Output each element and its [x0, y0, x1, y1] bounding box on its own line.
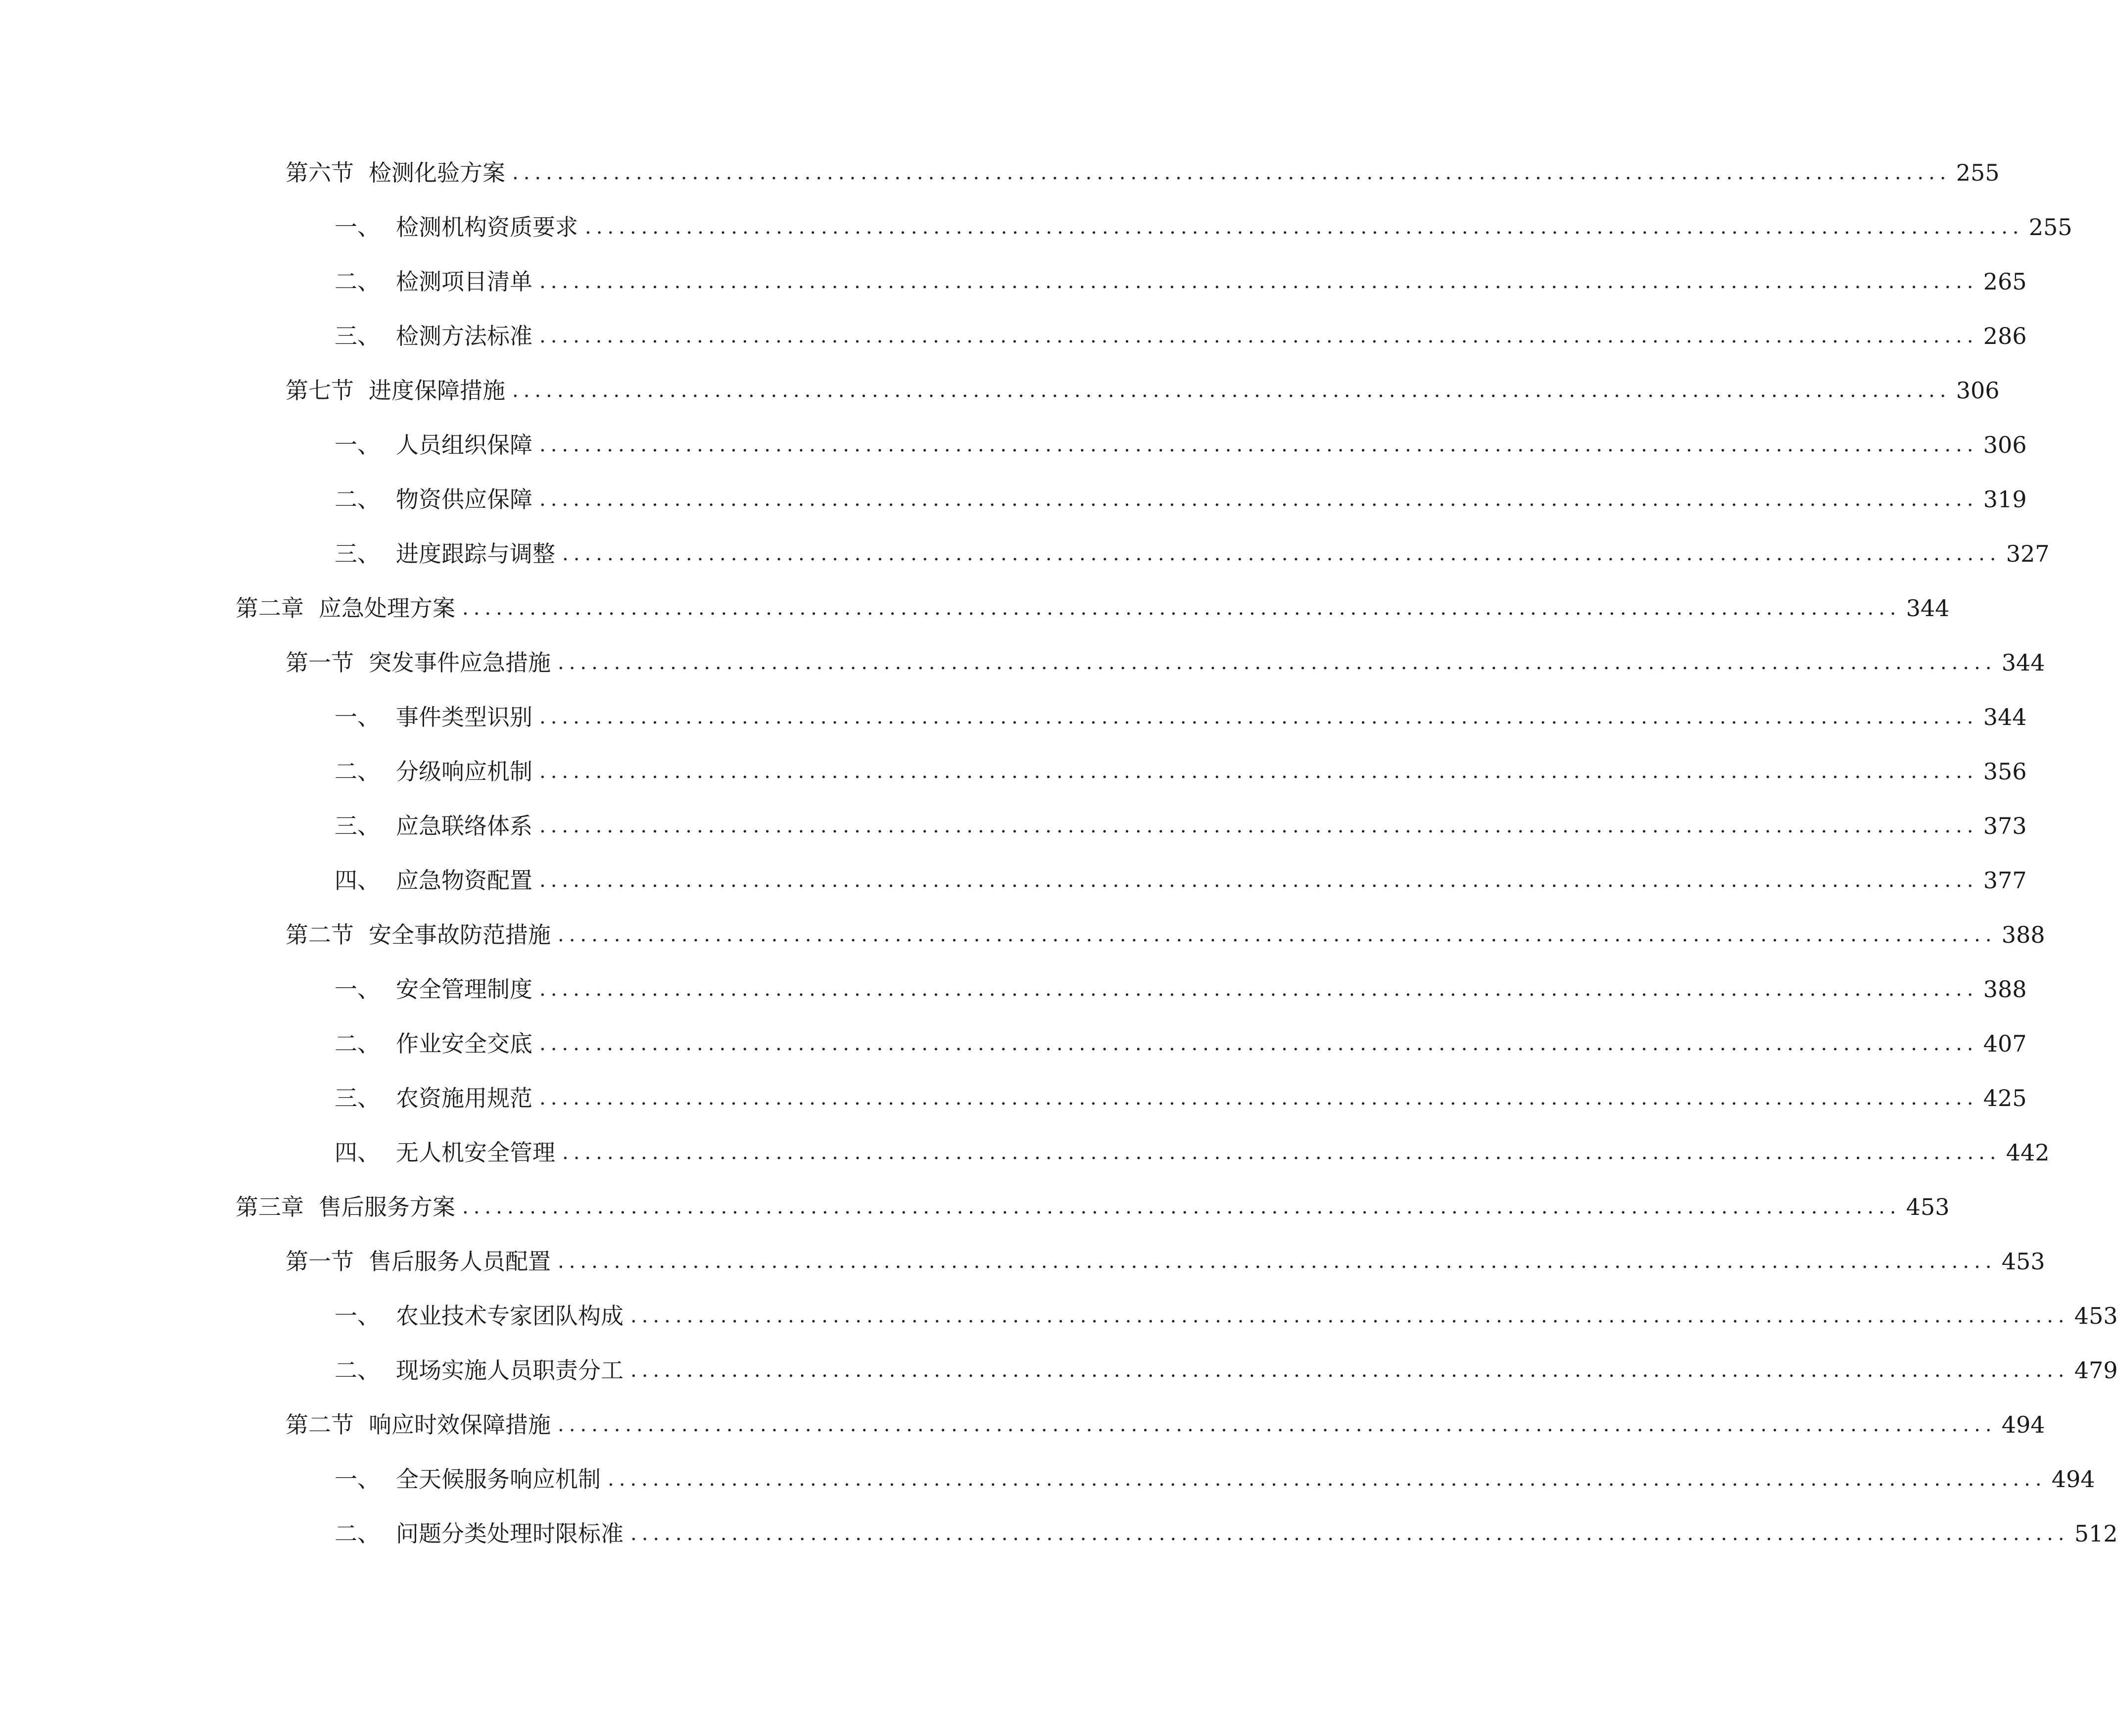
toc-dot-leader: ................................................................................................................................	[462, 597, 1901, 620]
toc-entry[interactable]	[0, 908, 2045, 962]
toc-entry-page-number: 265	[1983, 268, 2027, 295]
toc-entry-page-number: 442	[2006, 1139, 2050, 1166]
toc-entry-number: 二、	[335, 268, 380, 295]
toc-entry-label	[286, 158, 505, 188]
toc-entry-page-number: 286	[1983, 323, 2027, 349]
toc-entry-title: 全天候服务响应机制	[396, 1466, 601, 1493]
toc-entry-number: 一、	[335, 214, 380, 241]
toc-entry-page-number: 453	[2074, 1302, 2118, 1329]
toc-dot-leader: ................................................................................................................................	[562, 542, 2001, 565]
toc-entry-title: 安全事故防范措施	[369, 921, 551, 948]
toc-entry-page-number: 255	[1956, 159, 2000, 186]
toc-entry-page-number: 494	[2001, 1411, 2045, 1438]
toc-entry-page-number: 344	[2001, 649, 2045, 676]
toc-entry-label	[236, 1192, 455, 1222]
toc-entry[interactable]	[0, 962, 2027, 1016]
toc-entry[interactable]	[0, 418, 2027, 472]
toc-entry-label	[335, 1464, 601, 1494]
toc-entry-title: 售后服务方案	[319, 1194, 455, 1220]
toc-entry-number: 第三章	[236, 1194, 304, 1220]
toc-entry-title: 进度跟踪与调整	[396, 540, 555, 567]
toc-entry-label	[335, 1029, 532, 1059]
toc-dot-leader: ................................................................................................................................	[539, 488, 1978, 511]
toc-entry-title: 检测项目清单	[396, 268, 532, 295]
toc-entry-label	[286, 1410, 551, 1440]
toc-entry[interactable]	[0, 254, 2027, 309]
toc-entry[interactable]	[0, 1452, 2095, 1506]
toc-entry[interactable]	[0, 635, 2045, 690]
toc-entry-number: 二、	[335, 1030, 380, 1057]
toc-entry-page-number: 306	[1983, 432, 2027, 458]
toc-entry[interactable]	[0, 200, 2072, 254]
toc-entry[interactable]	[0, 1125, 2050, 1180]
toc-dot-leader: ................................................................................................................................	[512, 379, 1951, 402]
toc-entry-label	[335, 321, 532, 351]
toc-entry[interactable]	[0, 309, 2027, 363]
toc-entry[interactable]	[0, 472, 2027, 527]
toc-entry-page-number: 344	[1906, 595, 1950, 622]
toc-dot-leader: ................................................................................................................................	[558, 1413, 1997, 1436]
toc-dot-leader: ................................................................................................................................	[539, 815, 1978, 837]
toc-entry-number: 二、	[335, 758, 380, 785]
toc-entry[interactable]	[0, 1016, 2027, 1071]
toc-entry-number: 一、	[335, 1302, 380, 1329]
toc-dot-leader: ................................................................................................................................	[630, 1359, 2070, 1382]
toc-entry-title: 应急联络体系	[396, 813, 532, 839]
toc-entry[interactable]	[0, 1289, 2118, 1343]
toc-entry-number: 四、	[335, 867, 380, 894]
toc-entry[interactable]	[0, 581, 1950, 635]
toc-dot-leader: ................................................................................................................................	[539, 869, 1978, 892]
toc-entry[interactable]	[0, 799, 2027, 853]
toc-entry-label	[286, 376, 505, 405]
toc-entry-number: 一、	[335, 976, 380, 1003]
toc-entry-number: 二、	[335, 1520, 380, 1547]
toc-entry-number: 第六节	[286, 159, 354, 186]
toc-entry-number: 三、	[335, 323, 380, 349]
toc-entry[interactable]	[0, 690, 2027, 744]
toc-entry[interactable]	[0, 363, 2000, 418]
toc-dot-leader: ................................................................................................................................	[539, 270, 1978, 293]
toc-dot-leader: ................................................................................................................................	[539, 325, 1978, 347]
toc-entry-number: 三、	[335, 1085, 380, 1111]
toc-entry-number: 三、	[335, 540, 380, 567]
toc-entry-label	[335, 974, 532, 1004]
toc-entry-page-number: 344	[1983, 704, 2027, 730]
toc-entry-number: 二、	[335, 486, 380, 513]
toc-entry-title: 现场实施人员职责分工	[396, 1357, 624, 1384]
toc-entry-label	[335, 811, 532, 841]
toc-dot-leader: ................................................................................................................................	[462, 1196, 1901, 1218]
toc-entry-label	[335, 1519, 624, 1548]
toc-entry-page-number: 512	[2074, 1520, 2118, 1547]
toc-dot-leader: ................................................................................................................................	[630, 1522, 2070, 1545]
toc-entry-number: 第二章	[236, 595, 304, 622]
toc-entry-title: 作业安全交底	[396, 1030, 532, 1057]
table-of-contents	[0, 145, 2118, 1561]
toc-entry-page-number: 327	[2006, 540, 2050, 567]
toc-entry[interactable]	[0, 527, 2050, 581]
toc-entry-title: 农业技术专家团队构成	[396, 1302, 624, 1329]
toc-entry[interactable]	[0, 853, 2027, 908]
toc-dot-leader: ................................................................................................................................	[558, 1250, 1997, 1273]
toc-entry-title: 人员组织保障	[396, 432, 532, 458]
toc-entry-label	[335, 757, 532, 786]
toc-entry[interactable]	[0, 1506, 2118, 1561]
toc-entry-title: 事件类型识别	[396, 704, 532, 730]
toc-entry[interactable]	[0, 145, 2000, 200]
toc-entry-page-number: 319	[1983, 486, 2027, 513]
toc-entry-number: 第一节	[286, 1248, 354, 1275]
toc-entry[interactable]	[0, 1234, 2045, 1289]
toc-entry-label	[286, 920, 551, 950]
toc-entry-number: 一、	[335, 1466, 380, 1493]
toc-entry-number: 三、	[335, 813, 380, 839]
toc-entry-title: 农资施用规范	[396, 1085, 532, 1111]
toc-entry-title: 检测机构资质要求	[396, 214, 578, 241]
toc-dot-leader: ................................................................................................................................	[512, 161, 1951, 184]
toc-entry-page-number: 453	[1906, 1194, 1950, 1220]
toc-entry-title: 应急处理方案	[319, 595, 455, 622]
toc-entry-page-number: 425	[1983, 1085, 2027, 1111]
toc-dot-leader: ................................................................................................................................	[539, 1032, 1978, 1055]
toc-dot-leader: ................................................................................................................................	[608, 1468, 2047, 1491]
toc-entry-number: 四、	[335, 1139, 380, 1166]
toc-entry-page-number: 407	[1983, 1030, 2027, 1057]
toc-entry-page-number: 306	[1956, 377, 2000, 404]
toc-entry-page-number: 479	[2074, 1357, 2118, 1384]
toc-entry-number: 第二节	[286, 1411, 354, 1438]
toc-entry-page-number: 494	[2051, 1466, 2095, 1493]
toc-entry[interactable]	[0, 1398, 2045, 1452]
toc-dot-leader: ................................................................................................................................	[585, 216, 2024, 239]
toc-entry-title: 安全管理制度	[396, 976, 532, 1003]
toc-entry-title: 售后服务人员配置	[369, 1248, 551, 1275]
toc-entry-title: 响应时效保障措施	[369, 1411, 551, 1438]
toc-entry-title: 物资供应保障	[396, 486, 532, 513]
toc-entry-number: 第二节	[286, 921, 354, 948]
toc-entry-label	[335, 212, 578, 242]
toc-entry-title: 问题分类处理时限标准	[396, 1520, 624, 1547]
toc-dot-leader: ................................................................................................................................	[558, 651, 1997, 674]
toc-entry-label	[286, 1247, 551, 1276]
toc-dot-leader: ................................................................................................................................	[539, 1087, 1978, 1109]
toc-entry-label	[236, 593, 455, 623]
toc-entry-title: 检测方法标准	[396, 323, 532, 349]
toc-entry-page-number: 377	[1983, 867, 2027, 894]
toc-dot-leader: ................................................................................................................................	[630, 1304, 2070, 1327]
toc-dot-leader: ................................................................................................................................	[539, 978, 1978, 1001]
toc-dot-leader: ................................................................................................................................	[539, 760, 1978, 783]
toc-entry-title: 无人机安全管理	[396, 1139, 555, 1166]
toc-entry-title: 进度保障措施	[369, 377, 505, 404]
toc-entry[interactable]	[0, 1343, 2118, 1398]
toc-entry-label	[335, 1355, 624, 1385]
toc-entry-label	[335, 702, 532, 732]
toc-entry-label	[335, 1301, 624, 1331]
toc-entry[interactable]	[0, 1180, 1950, 1234]
toc-entry-number: 第一节	[286, 649, 354, 676]
toc-entry-number: 二、	[335, 1357, 380, 1384]
toc-entry-label	[335, 539, 555, 569]
toc-entry-page-number: 453	[2001, 1248, 2045, 1275]
toc-entry-label	[335, 1083, 532, 1113]
toc-entry-page-number: 388	[1983, 976, 2027, 1003]
toc-dot-leader: ................................................................................................................................	[558, 923, 1997, 946]
toc-entry-page-number: 255	[2028, 214, 2072, 241]
toc-entry-number: 一、	[335, 704, 380, 730]
toc-entry[interactable]	[0, 1071, 2027, 1125]
toc-entry-label	[335, 484, 532, 514]
toc-dot-leader: ................................................................................................................................	[539, 706, 1978, 728]
toc-entry-label	[335, 1138, 555, 1167]
toc-entry-title: 检测化验方案	[369, 159, 505, 186]
toc-entry-number: 一、	[335, 432, 380, 458]
toc-entry-title: 分级响应机制	[396, 758, 532, 785]
toc-entry-label	[286, 648, 551, 677]
toc-entry-page-number: 356	[1983, 758, 2027, 785]
toc-dot-leader: ................................................................................................................................	[539, 434, 1978, 456]
toc-dot-leader: ................................................................................................................................	[562, 1141, 2001, 1164]
toc-entry-page-number: 373	[1983, 813, 2027, 839]
toc-entry-title: 应急物资配置	[396, 867, 532, 894]
toc-entry-page-number: 388	[2001, 921, 2045, 948]
toc-entry-title: 突发事件应急措施	[369, 649, 551, 676]
toc-entry[interactable]	[0, 744, 2027, 799]
toc-entry-label	[335, 866, 532, 895]
toc-entry-label	[335, 430, 532, 460]
toc-entry-label	[335, 267, 532, 296]
toc-entry-number: 第七节	[286, 377, 354, 404]
